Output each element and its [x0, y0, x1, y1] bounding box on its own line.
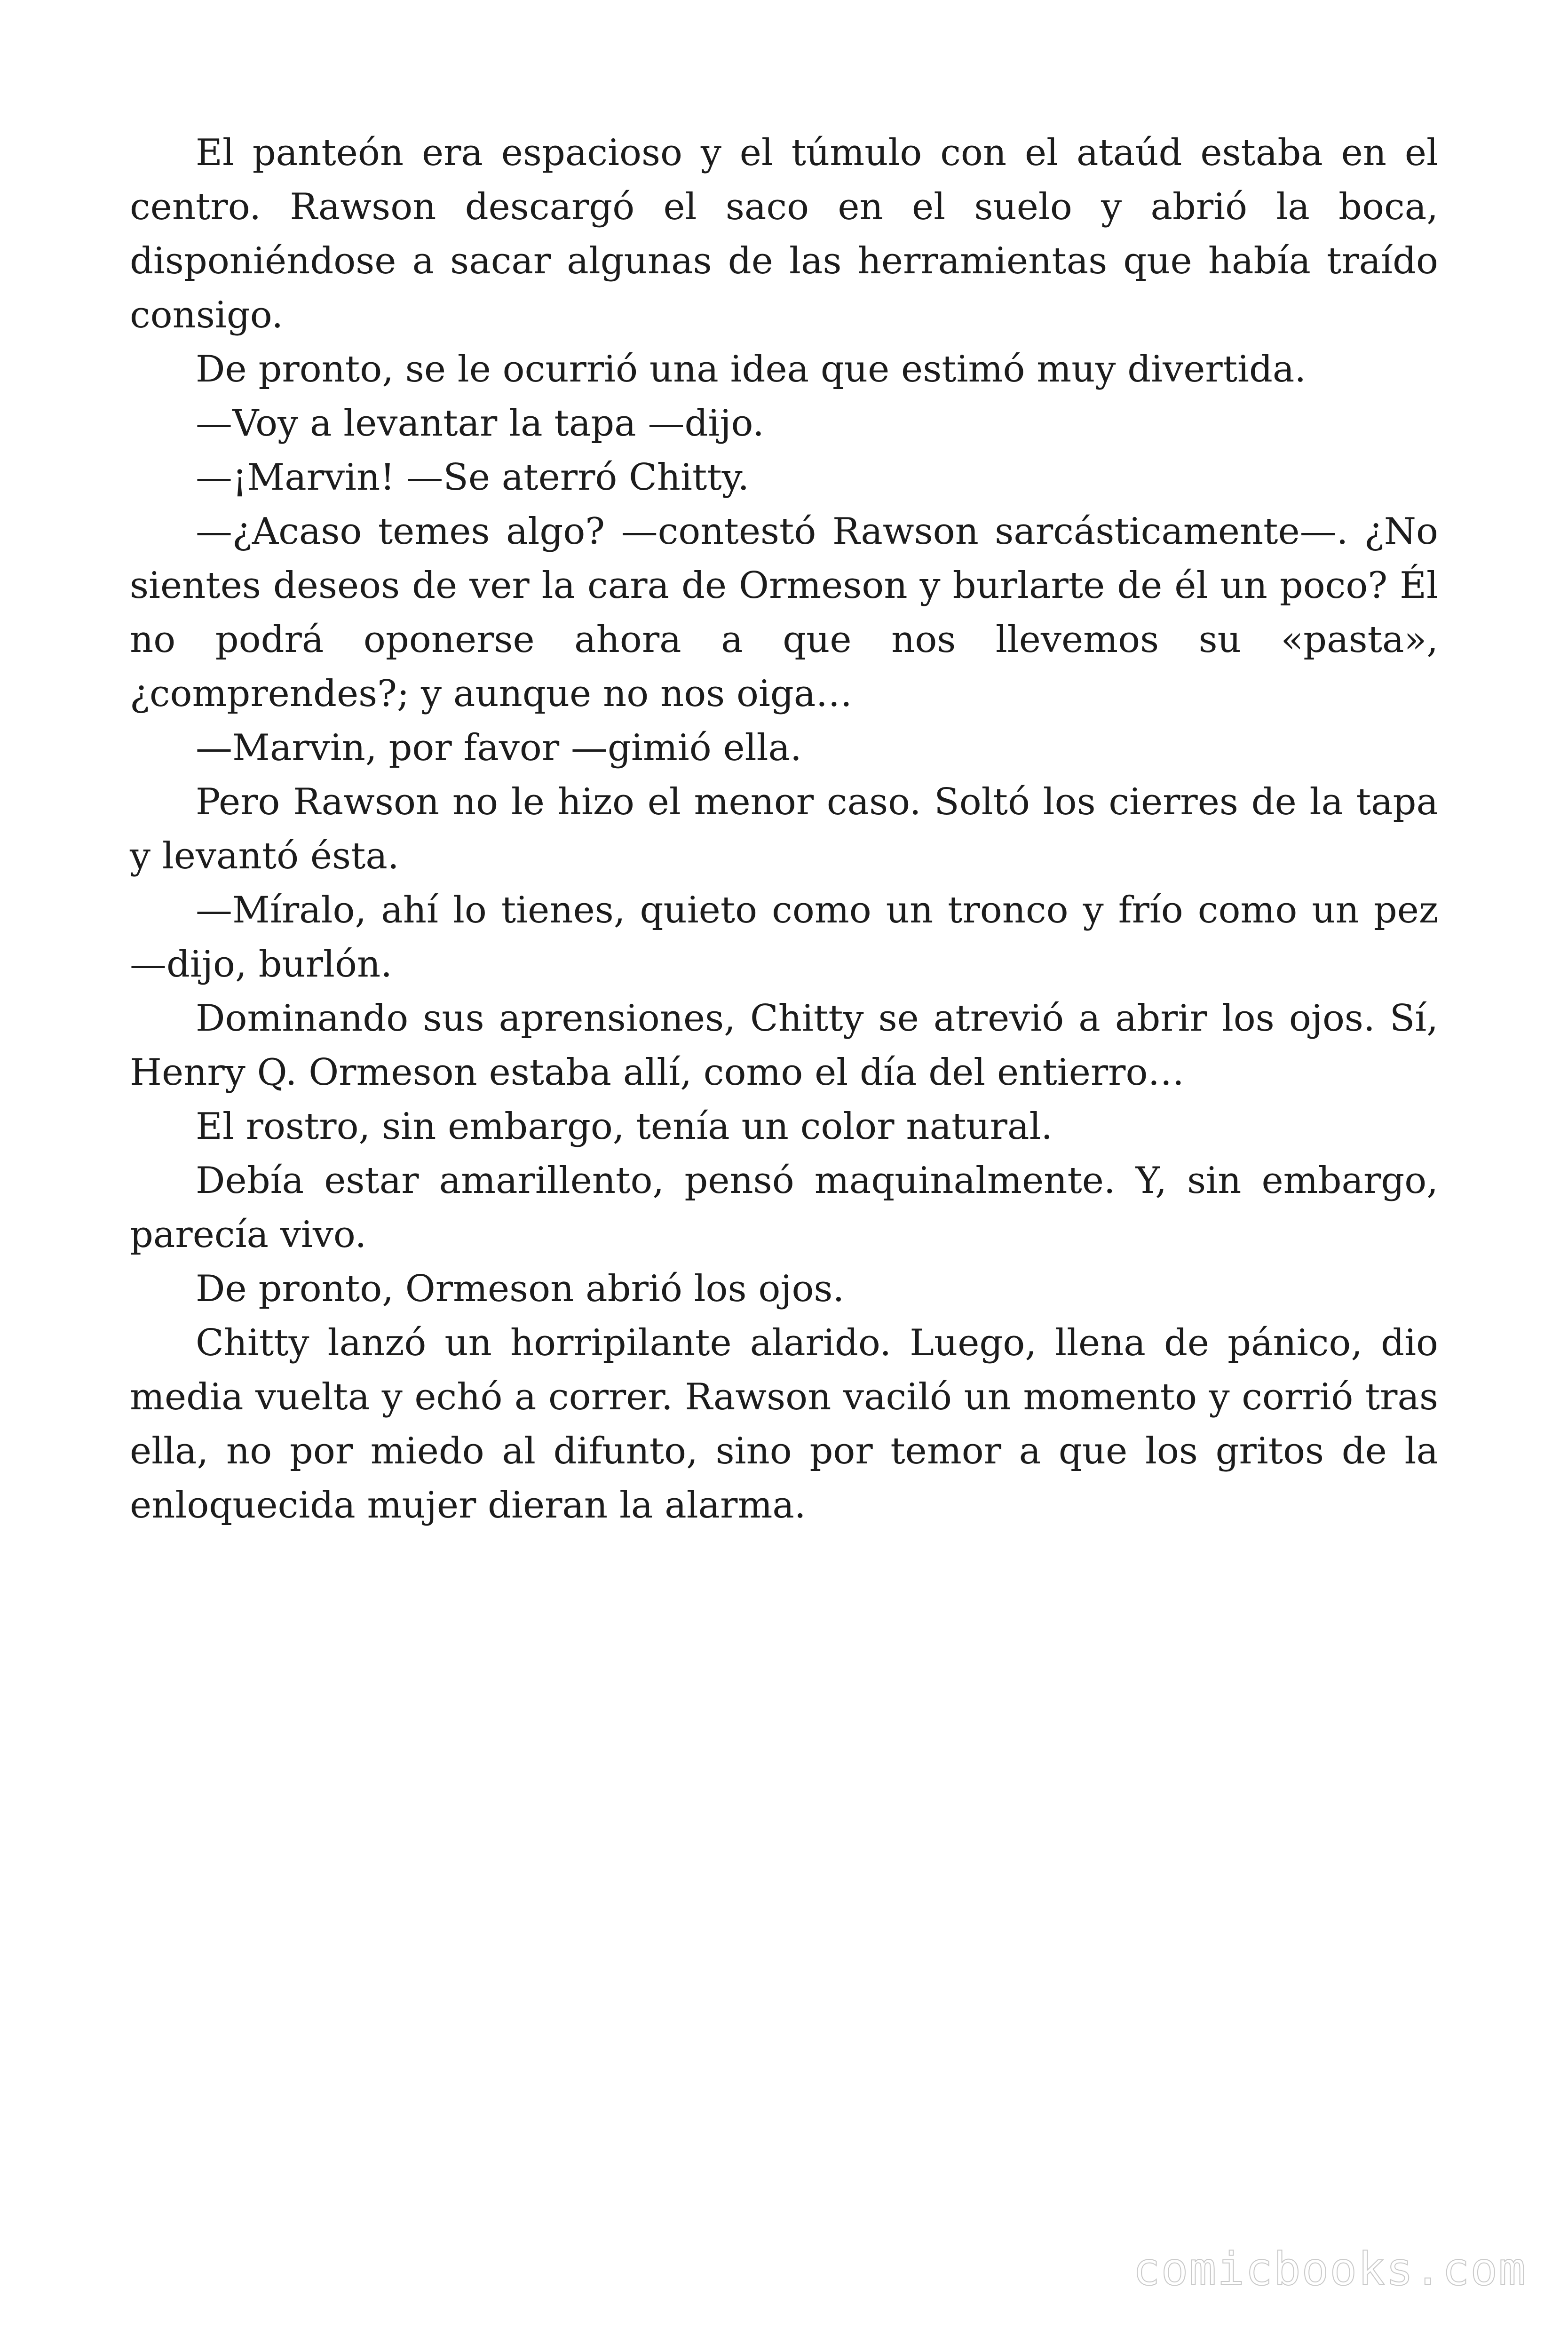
paragraph: De pronto, Ormeson abrió los ojos.	[196, 1268, 845, 1310]
body-text	[130, 126, 1438, 1533]
paragraph: —¿Acaso temes algo? —contestó Rawson sarcásticamente—. ¿No sientes deseos de ver la cara de Ormeson y burlarte de él un poco? Él no podrá oponerse ahora a que nos llevemos su «pasta», ¿comprendes?; y aunque no nos oiga…	[130, 510, 1438, 715]
paragraph: Debía estar amarillento, pensó maquinalmente. Y, sin embargo, parecía vivo.	[130, 1160, 1438, 1256]
paragraph: Chitty lanzó un horripilante alarido. Luego, llena de pánico, dio media vuelta y echó a correr. Rawson vaciló un momento y corrió tras ella, no por miedo al difunto, sino por temor a que los gritos de la enloquecida mujer dieran la alarma.	[130, 1322, 1438, 1526]
paragraph: El rostro, sin embargo, tenía un color natural.	[196, 1105, 1053, 1148]
paragraph: —¡Marvin! —Se aterró Chitty.	[196, 456, 750, 499]
paragraph: Pero Rawson no le hizo el menor caso. Soltó los cierres de la tapa y levantó ésta.	[130, 781, 1438, 877]
paragraph: De pronto, se le ocurrió una idea que estimó muy divertida.	[196, 348, 1307, 390]
paragraph: —Míralo, ahí lo tienes, quieto como un tronco y frío como un pez —dijo, burlón.	[130, 889, 1438, 985]
paragraph: Dominando sus aprensiones, Chitty se atrevió a abrir los ojos. Sí, Henry Q. Ormeson estaba allí, como el día del entierro…	[130, 997, 1438, 1094]
paragraph: —Marvin, por favor —gimió ella.	[196, 727, 802, 769]
paragraph: —Voy a levantar la tapa —dijo.	[196, 402, 764, 445]
paragraph: El panteón era espacioso y el túmulo con el ataúd estaba en el centro. Rawson descargó el saco en el suelo y abrió la boca, disponiéndose a sacar algunas de las herramientas que había traído consigo.	[130, 132, 1438, 336]
watermark: comicbooks.com	[1132, 2243, 1527, 2296]
